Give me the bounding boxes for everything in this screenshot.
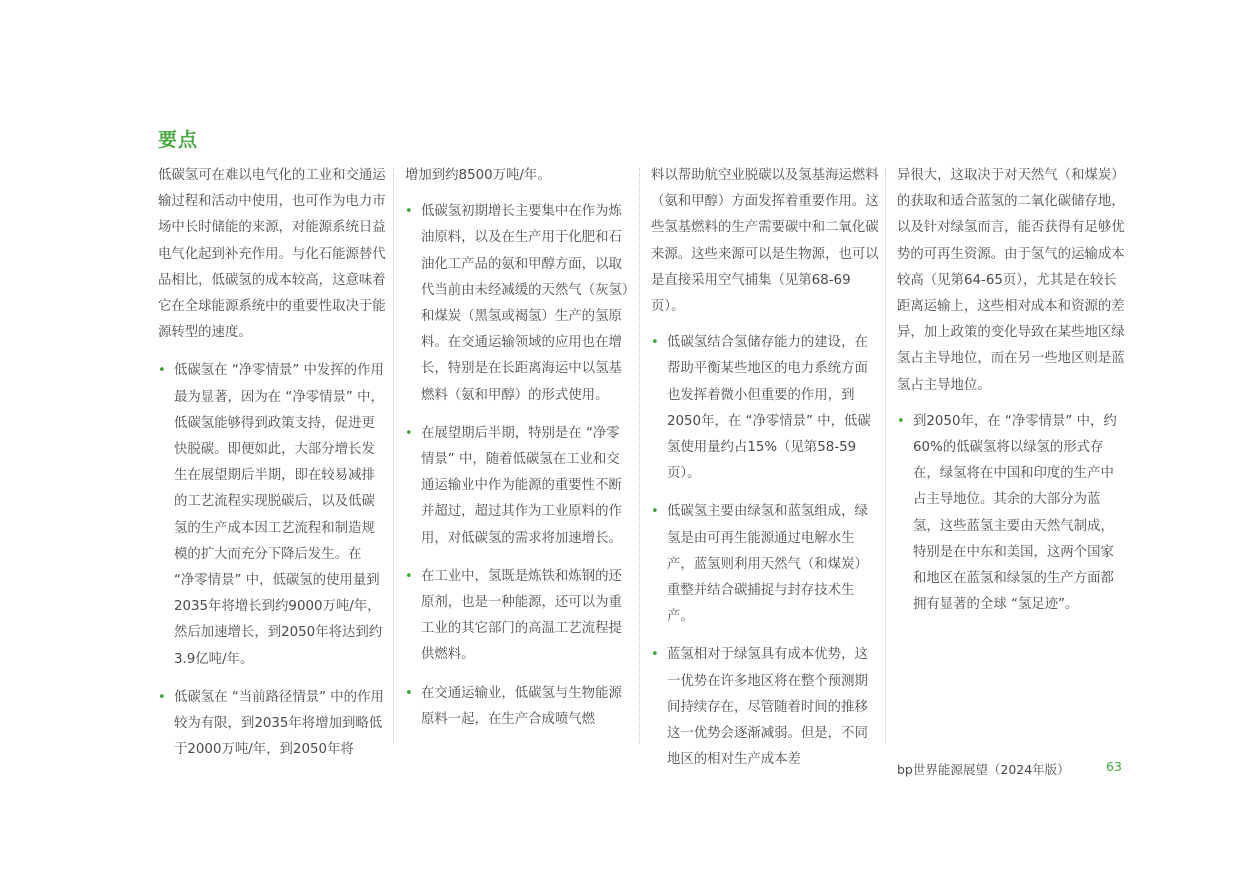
bullet-list — [897, 409, 1125, 619]
list-item: • 在展望期后半期，特别是在 “净零情景” 中，随着低碳氢在工业和交通运输业中作为能源的重要性不断并超过，超过其作为工业原料的作用，对低碳氢的需求将加速增长。 — [405, 421, 633, 552]
publication-title: bp世界能源展望（2024年版） — [897, 762, 1070, 777]
continued-text: 增加到约8500万吨/年。 — [405, 168, 551, 183]
list-item: • 蓝氢相对于绿氢具有成本优势，这一优势在许多地区将在整个预测期间持续存在，尽管随着时间的推移这一优势会逐渐减弱。但是，不同地区的相对生产成本差 — [651, 642, 879, 773]
column-divider — [885, 168, 886, 744]
column-divider — [393, 168, 394, 744]
list-item: • 到2050年，在 “净零情景” 中，约60%的低碳氢将以绿氢的形式存在，绿氢将在中国和印度的生产中占主导地位。其余的大部分为蓝氢，这些蓝氢主要由天然气制成，特别是在中东和美国，这两个国家和地区在蓝氢和绿氢的生产方面都拥有显著的全球 “氢足迹”。 — [897, 409, 1125, 619]
list-item: • 在工业中，氢既是炼铁和炼钢的还原剂，也是一种能源，还可以为重工业的其它部门的高温工艺流程提供燃料。 — [405, 564, 633, 669]
list-item: • 低碳氢在 “当前路径情景” 中的作用较为有限，到2035年将增加到略低于2000万吨/年，到2050年将 — [158, 685, 386, 764]
bullet-list — [651, 330, 879, 773]
continued-text: 料以帮助航空业脱碳以及氢基海运燃料（氨和甲醇）方面发挥着重要作用。这些氢基燃料的生产需要碳中和二氧化碳来源。这些来源可以是生物源，也可以是直接采用空气捕集（见第68-69页）。 — [651, 168, 879, 315]
list-item: • 低碳氢主要由绿氢和蓝氢组成，绿氢是由可再生能源通过电解水生产，蓝氢则利用天然气（和煤炭）重整并结合碳捕捉与封存技术生产。 — [651, 499, 879, 630]
bullet-list — [158, 358, 386, 763]
text-column-2 — [405, 163, 633, 745]
intro-paragraph: 低碳氢可在难以电气化的工业和交通运输过程和活动中使用，也可作为电力市场中长时储能的来源，对能源系统日益电气化起到补充作用。与化石能源替代品相比，低碳氢的成本较高，这意味着它在全球能源系统中的重要性取决于能源转型的速度。 — [158, 168, 386, 341]
list-item: • 在交通运输业，低碳氢与生物能源原料一起，在生产合成喷气燃 — [405, 681, 633, 733]
list-item: • 低碳氢结合氢储存能力的建设，在帮助平衡某些地区的电力系统方面也发挥着微小但重要的作用，到2050年，在 “净零情景” 中，低碳氢使用量约占15%（见第58-59页）。 — [651, 330, 879, 487]
bullet-list — [405, 199, 633, 733]
continued-text: 异很大，这取决于对天然气（和煤炭）的获取和适合蓝氢的二氧化碳储存地，以及针对绿氢而言，能否获得有足够优势的可再生资源。由于氢气的运输成本较高（见第64-65页），尤其是在较长距离运输上，这些相对成本和资源的差异，加上政策的变化导致在某些地区绿氢占主导地位，而在另一些地区则是蓝氢占主导地位。 — [897, 168, 1125, 393]
text-column-1 — [158, 163, 386, 775]
page-title: 要点 — [158, 129, 199, 151]
text-column-3 — [651, 163, 879, 785]
list-item: • 低碳氢初期增长主要集中在作为炼油原料，以及在生产用于化肥和石油化工产品的氨和甲醇方面，以取代当前由未经减缓的天然气（灰氢）和煤炭（黑氢或褐氢）生产的氢原料。在交通运输领域的应用也在增长，特别是在长距离海运中以氢基燃料（氨和甲醇）的形式使用。 — [405, 199, 633, 409]
list-item: • 低碳氢在 “净零情景” 中发挥的作用最为显著，因为在 “净零情景” 中，低碳氢能够得到政策支持，促进更快脱碳。即便如此，大部分增长发生在展望期后半期，即在较易减排的工艺流程实现脱碳后，以及低碳氢的生产成本因工艺流程和制造规模的扩大而充分下降后发生。在 “净零情景” 中，低碳氢的使用量到2035年将增长到约9000万吨/年，然后加速增长，到2050年将达到约3.9亿吨/年。 — [158, 358, 386, 672]
page-number: 63 — [1106, 759, 1122, 774]
text-column-4 — [897, 163, 1125, 630]
column-divider — [639, 168, 640, 744]
